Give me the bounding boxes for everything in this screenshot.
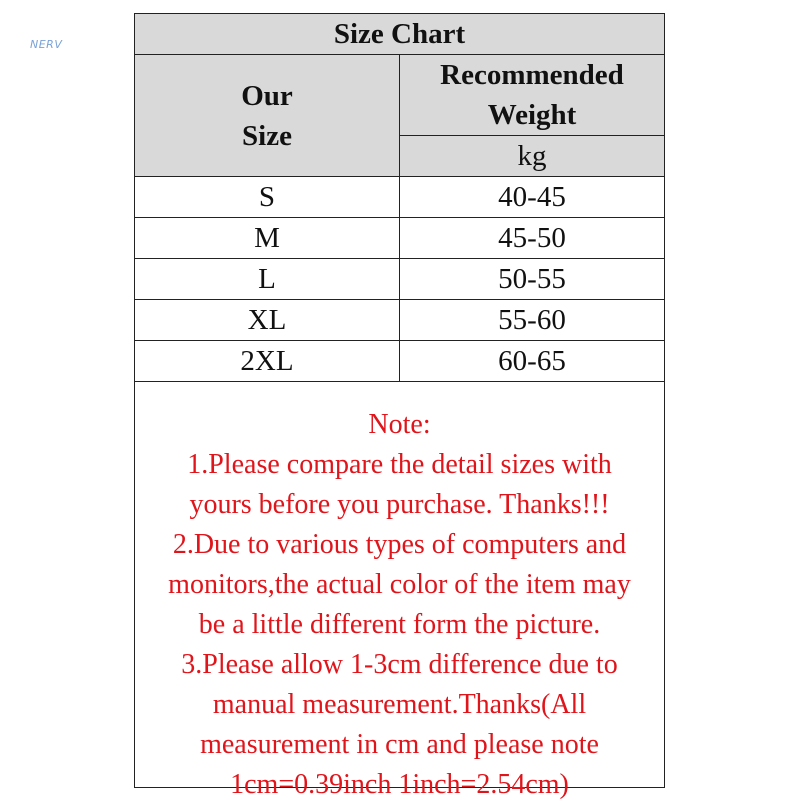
- size-cell: L: [135, 259, 400, 300]
- table-row: [135, 300, 664, 341]
- size-column-header: [135, 55, 400, 177]
- table-row: [135, 259, 664, 300]
- size-chart-card: [134, 13, 665, 800]
- weight-cell: 45-50: [400, 218, 665, 259]
- size-cell: 2XL: [135, 341, 400, 382]
- size-cell: XL: [135, 300, 400, 341]
- note-line: 2.Due to various types of computers and: [172, 529, 627, 560]
- note-line: be a little different form the picture.: [198, 609, 601, 640]
- size-cell: S: [135, 177, 400, 218]
- chart-title: Size Chart: [135, 14, 664, 55]
- weight-cell: 40-45: [400, 177, 665, 218]
- size-header-line1: Our: [241, 79, 293, 112]
- table-row: [135, 177, 664, 218]
- weight-cell: 50-55: [400, 259, 665, 300]
- note-line: measurement in cm and please note: [200, 729, 599, 760]
- weight-cell: 60-65: [400, 341, 665, 382]
- watermark-logo: NERV: [30, 38, 63, 51]
- size-chart-table: [135, 14, 664, 382]
- weight-column-header: Recommended Weight: [400, 55, 665, 136]
- note-line: 1cm=0.39inch 1inch=2.54cm): [230, 769, 569, 800]
- size-cell: M: [135, 218, 400, 259]
- note-line: manual measurement.Thanks(All: [212, 689, 587, 720]
- note-section: [135, 382, 664, 805]
- weight-unit: kg: [400, 136, 665, 177]
- note-line: 1.Please compare the detail sizes with: [187, 449, 612, 480]
- note-line: yours before you purchase. Thanks!!!: [189, 489, 610, 520]
- size-header-line2: Size: [242, 119, 292, 152]
- title-row: [135, 14, 664, 55]
- table-row: [135, 341, 664, 382]
- header-row: [135, 55, 664, 136]
- note-line: monitors,the actual color of the item may: [168, 569, 631, 600]
- note-heading: Note:: [368, 409, 431, 440]
- table-row: [135, 218, 664, 259]
- weight-cell: 55-60: [400, 300, 665, 341]
- note-line: 3.Please allow 1-3cm difference due to: [181, 649, 618, 680]
